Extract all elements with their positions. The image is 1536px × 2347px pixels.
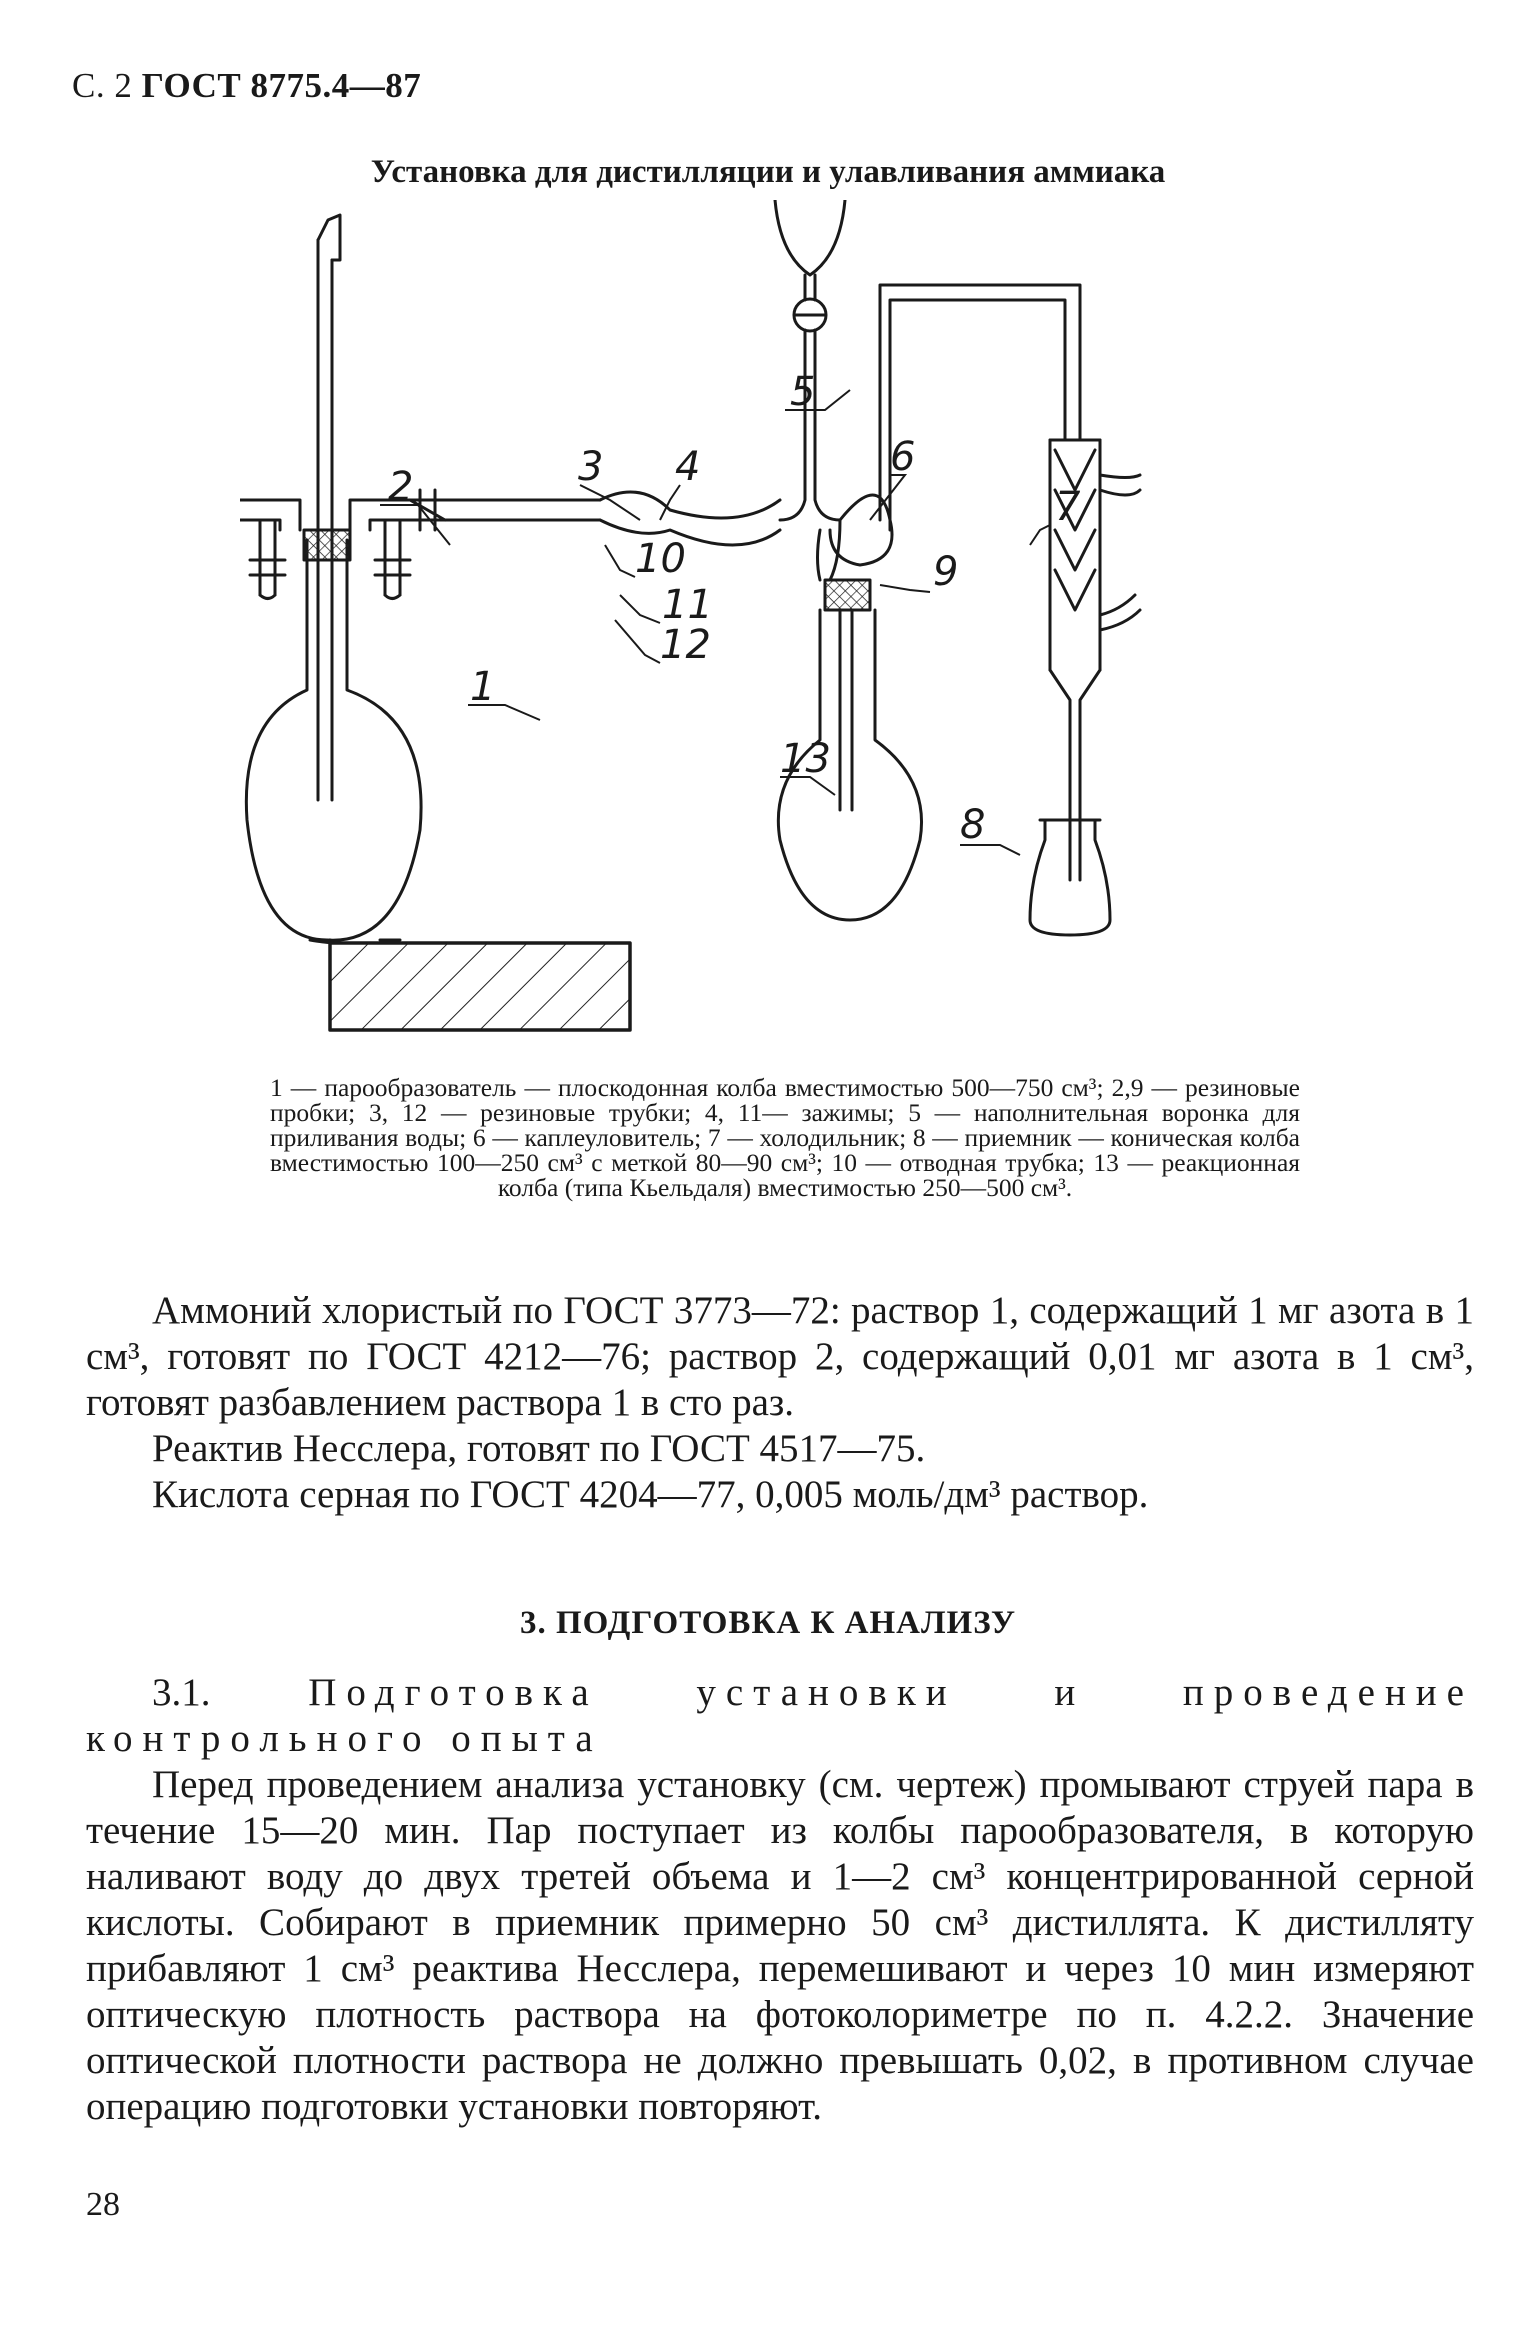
label-3: 3 [578, 444, 604, 490]
label-12: 12 [660, 622, 711, 668]
section-body [86, 1670, 1474, 2130]
label-4: 4 [675, 444, 701, 490]
label-13: 13 [780, 736, 831, 782]
subsection-heading [86, 1670, 1474, 1762]
header-page-prefix: С. 2 [72, 66, 133, 105]
figure-title: Установка для дистилляции и улавливания аммиака [370, 154, 1166, 190]
page-header [72, 66, 421, 106]
reagent-nessler: Реактив Несслера, готовят по ГОСТ 4517—75. [152, 1427, 926, 1470]
reagent-sulfuric-acid: Кислота серная по ГОСТ 4204—77, 0,005 моль/дм³ раствор. [152, 1473, 1149, 1516]
subsection-title: Подготовка установки и проведение контрольного опыта [86, 1671, 1474, 1760]
label-7: 7 [1055, 484, 1081, 530]
label-8: 8 [960, 802, 986, 848]
label-5: 5 [790, 369, 816, 415]
label-2: 2 [388, 464, 414, 510]
subsection-number: 3.1. [152, 1671, 211, 1714]
reagents-list [86, 1288, 1474, 1518]
page-number: 28 [86, 2186, 120, 2223]
subsection-text: Перед проведением анализа установку (см. чертеж) промывают струей пара в течение 15—20 мин. Пар поступает из колбы парообразователя, в которую наливают воду до двух третей объема и 1—2 см³ концентрированной серной кислоты. Собирают в приемник примерно 50 см³ дистиллята. К дистилляту прибавляют 1 см³ реактива Несслера, перемешивают и через 10 мин измеряют оптическую плотность раствора на фотоколориметре по п. 4.2.2. Значение оптической плотности раствора не должно превышать 0,02, в противном случае операцию подготовки установки повторяют. [86, 1763, 1474, 2128]
figure-caption: 1 — парообразователь — плоскодонная колба вместимостью 500—750 см³; 2,9 — резиновые пробки; 3, 12 — резиновые трубки; 4, 11— зажимы; 5 — наполнительная воронка для приливания воды; 6 — каплеуловитель; 7 — холодильник; 8 — приемник — коническая колба вместимостью 100—250 см³ с меткой 80—90 см³; 10 — отводная трубка; 13 — реакционная колба (типа Кьельдаля) вместимостью 250—500 см³. [270, 1073, 1300, 1202]
label-9: 9 [933, 549, 959, 595]
section-title: 3. ПОДГОТОВКА К АНАЛИЗУ [519, 1605, 1017, 1641]
label-11: 11 [662, 582, 713, 628]
label-6: 6 [890, 434, 916, 480]
reagent-ammonium-chloride: Аммоний хлористый по ГОСТ 3773—72: раствор 1, содержащий 1 мг азота в 1 см³, готовят по ГОСТ 4212—76; раствор 2, содержащий 0,01 мг азота в 1 см³, готовят разбавлением раствора 1 в сто раз. [86, 1289, 1474, 1424]
header-standard-code: ГОСТ 8775.4—87 [141, 66, 422, 105]
label-1: 1 [470, 664, 496, 710]
apparatus-diagram [240, 200, 1340, 1060]
label-10: 10 [635, 536, 686, 582]
